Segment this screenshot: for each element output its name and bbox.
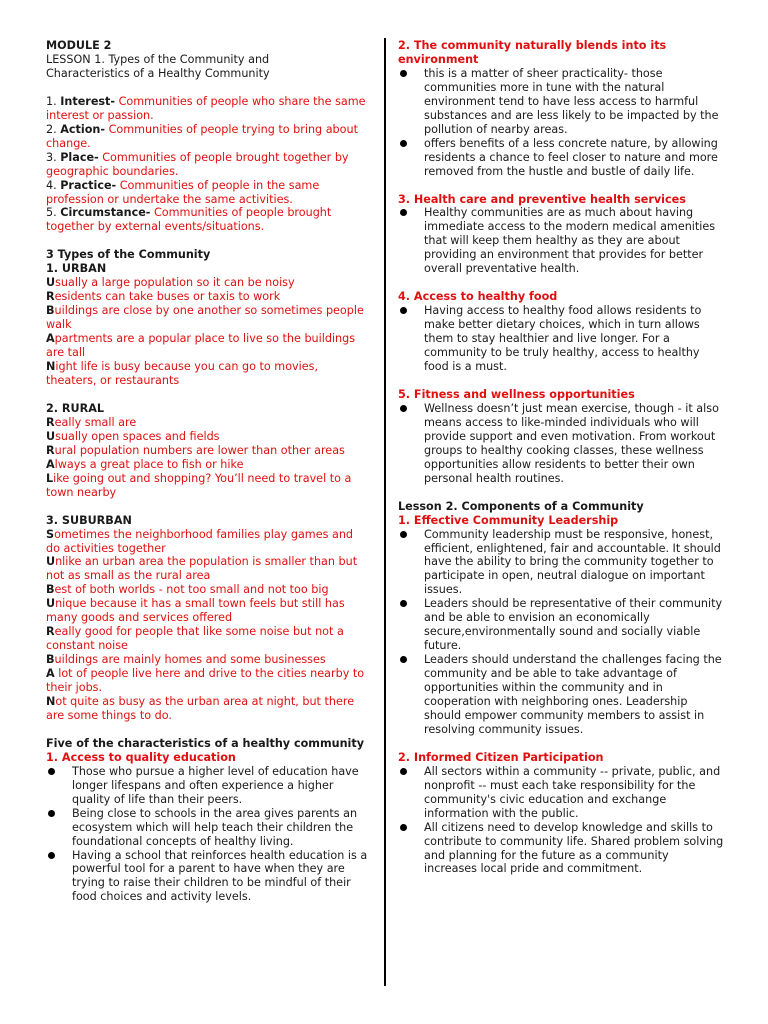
acrostic-text: uildings are close by one another so sometimes people walk — [46, 304, 364, 332]
acrostic-letter: R — [46, 625, 55, 639]
acrostic-line — [46, 695, 370, 723]
acrostic-text: nlike an urban area the population is smaller than but not as small as the rural area — [46, 555, 358, 583]
item-description: Communities of people who share the same interest or passion. — [46, 94, 366, 122]
bullet-item: Wellness doesn’t just mean exercise, though - it also means access to like-minded individuals who will provide support and even motivation. From workout groups to healthy cooking classes, these wellness opportunities allow residents to better their own personal health routines. — [398, 402, 724, 486]
acrostic-text: sually a large population so it can be noisy — [55, 276, 295, 290]
item-number: 5. — [46, 206, 61, 220]
lesson2-heading: Lesson 2. Components of a Community — [398, 499, 644, 513]
bullet-item: Being close to schools in the area gives parents an ecosystem which will help teach their children the foundational concepts of healthy living. — [46, 807, 370, 849]
community-kind-item — [46, 151, 370, 179]
item-description: Communities of people in the same profession or undertake the same activities. — [46, 178, 320, 206]
left-column — [46, 39, 370, 904]
bullet-item: this is a matter of sheer practicality- those communities more in tune with the natural environment tend to have less access to harmful substances and are less likely to be impacted by the pollution of nearby areas. — [398, 67, 724, 137]
rural-heading: 2. RURAL — [46, 401, 105, 415]
column-divider — [384, 38, 386, 986]
acrostic-line — [46, 625, 370, 653]
acrostic-letter: B — [46, 583, 55, 597]
bullet-item: All citizens need to develop knowledge and skills to contribute to community life. Shared problem solving and planning for the future as a community increases local pride and commitment. — [398, 821, 724, 877]
acrostic-letter: U — [46, 555, 56, 569]
acrostic-line — [46, 458, 370, 472]
acrostic-line — [46, 416, 370, 430]
citizen-heading: 2. Informed Citizen Participation — [398, 750, 604, 764]
acrostic-text: eally small are — [54, 415, 137, 429]
item-term: Circumstance- — [60, 206, 151, 220]
item-description: Communities of people brought together by geographic boundaries. — [46, 150, 349, 178]
rural-acrostic — [46, 416, 370, 500]
acrostic-letter: N — [46, 694, 56, 708]
acrostic-text: eally good for people that like some noise but not a constant noise — [46, 625, 344, 653]
types-heading: 3 Types of the Community — [46, 248, 211, 262]
leadership-heading: 1. Effective Community Leadership — [398, 513, 619, 527]
urban-heading: 1. URBAN — [46, 262, 107, 276]
blend-heading: 2. The community naturally blends into its environment — [398, 39, 667, 66]
right-column — [398, 39, 724, 876]
acrostic-text: ight life is busy because you can go to movies, theaters, or restaurants — [46, 360, 319, 387]
acrostic-letter: U — [46, 429, 56, 443]
fitness-bullets — [398, 402, 724, 486]
urban-acrostic — [46, 276, 370, 388]
leadership-bullets — [398, 528, 724, 737]
acrostic-text: ike going out and shopping? You’ll need to travel to a town nearby — [46, 471, 352, 499]
community-kind-item — [46, 123, 370, 151]
bullet-item: Having access to healthy food allows residents to make better dietary choices, which in turn allows them to stay healthier and live longer. For a community to be truly healthy, access to healthy food is a must. — [398, 304, 724, 374]
item-term: Interest- — [60, 94, 116, 108]
acrostic-line — [46, 583, 370, 597]
acrostic-letter: R — [46, 415, 55, 429]
bullet-item: Leaders should understand the challenges facing the community and be able to take advantage of opportunities within the community and in cooperation with neighboring ones. Leadership should empower community members to assist in resolving community issues. — [398, 653, 724, 737]
acrostic-letter: R — [46, 290, 55, 304]
community-kind-item — [46, 179, 370, 207]
acrostic-letter: N — [46, 360, 56, 374]
quality-education-bullets — [46, 765, 370, 905]
health-care-heading: 3. Health care and preventive health services — [398, 192, 686, 206]
acrostic-line — [46, 653, 370, 667]
acrostic-letter: R — [46, 443, 55, 457]
acrostic-letter: B — [46, 304, 55, 318]
acrostic-text: ural population numbers are lower than other areas — [54, 443, 345, 457]
acrostic-line — [46, 667, 370, 695]
blend-bullets — [398, 67, 724, 179]
item-number: 3. — [46, 150, 61, 164]
healthy-food-heading: 4. Access to healthy food — [398, 290, 558, 304]
acrostic-line — [46, 472, 370, 500]
bullet-item: Those who pursue a higher level of education have longer lifespans and often experience a higher quality of life than their peers. — [46, 765, 370, 807]
bullet-item: Healthy communities are as much about having immediate access to the modern medical amenities that will keep them healthy as they are about providing an environment that provides for better overall preventative health. — [398, 206, 724, 276]
acrostic-text: esidents can take buses or taxis to work — [54, 290, 281, 304]
community-kind-item — [46, 206, 370, 234]
item-term: Action- — [60, 122, 106, 136]
acrostic-line — [46, 332, 370, 360]
acrostic-line — [46, 444, 370, 458]
acrostic-text: ometimes the neighborhood families play games and do activities together — [46, 527, 354, 555]
acrostic-letter: B — [46, 653, 55, 667]
acrostic-letter: A — [46, 457, 55, 471]
acrostic-text: nique because it has a small town feels but still has many goods and services offered — [46, 597, 345, 625]
acrostic-line — [46, 430, 370, 444]
quality-education-heading: 1. Access to quality education — [46, 750, 236, 764]
suburban-heading: 3. SUBURBAN — [46, 513, 132, 527]
community-kind-item — [46, 95, 370, 123]
acrostic-letter: S — [46, 527, 55, 541]
item-number: 2. — [46, 122, 61, 136]
characteristics-heading: Five of the characteristics of a healthy community — [46, 736, 365, 750]
module-title: MODULE 2 — [46, 39, 112, 52]
acrostic-text: sually open spaces and fields — [55, 429, 220, 443]
item-term: Practice- — [60, 178, 117, 192]
acrostic-line — [46, 290, 370, 304]
lesson-title-line2: Characteristics of a Healthy Community — [46, 66, 270, 80]
acrostic-letter: U — [46, 597, 56, 611]
acrostic-letter: A — [46, 332, 55, 346]
acrostic-letter: L — [46, 471, 54, 485]
bullet-item: offers benefits of a less concrete nature, by allowing residents a chance to feel closer to nature and more removed from the hustle and bustle of daily life. — [398, 137, 724, 179]
community-kinds-list — [46, 95, 370, 235]
lesson-title-line1: LESSON 1. Types of the Community and — [46, 52, 270, 66]
acrostic-line — [46, 528, 370, 556]
acrostic-text: est of both worlds - not too small and not too big — [54, 583, 329, 597]
acrostic-text: partments are a popular place to live so the buildings are tall — [46, 332, 356, 360]
fitness-heading: 5. Fitness and wellness opportunities — [398, 387, 635, 401]
bullet-item: All sectors within a community -- private, public, and nonprofit -- must each take responsibility for the community's civic education and exchange information with the public. — [398, 765, 724, 821]
item-term: Place- — [60, 150, 99, 164]
healthy-food-bullets — [398, 304, 724, 374]
bullet-item: Community leadership must be responsive, honest, efficient, enlightened, fair and accountable. It should have the ability to bring the community together to participate in open, neutral dialogue on important issues. — [398, 528, 724, 598]
item-number: 1. — [46, 94, 61, 108]
item-number: 4. — [46, 178, 61, 192]
acrostic-line — [46, 304, 370, 332]
acrostic-line — [46, 360, 370, 388]
acrostic-text: lways a great place to fish or hike — [54, 457, 244, 471]
item-description: Communities of people trying to bring about change. — [46, 122, 358, 150]
bullet-item: Leaders should be representative of their community and be able to envision an economically secure,environmentally sound and socially viable future. — [398, 597, 724, 653]
acrostic-text: uildings are mainly homes and some businesses — [54, 653, 326, 667]
acrostic-text: ot quite as busy as the urban area at night, but there are some things to do. — [46, 694, 355, 722]
acrostic-letter: U — [46, 276, 56, 290]
item-description: Communities of people brought together by external events/situations. — [46, 206, 332, 234]
acrostic-line — [46, 597, 370, 625]
acrostic-line — [46, 555, 370, 583]
health-care-bullets — [398, 206, 724, 276]
bullet-item: Having a school that reinforces health education is a powerful tool for a parent to have when they are trying to raise their children to be mindful of their food choices and activity levels. — [46, 849, 370, 905]
suburban-acrostic — [46, 528, 370, 723]
acrostic-line — [46, 276, 370, 290]
acrostic-letter: A — [46, 667, 55, 681]
acrostic-text: lot of people live here and drive to the cities nearby to their jobs. — [46, 667, 365, 695]
citizen-bullets — [398, 765, 724, 877]
